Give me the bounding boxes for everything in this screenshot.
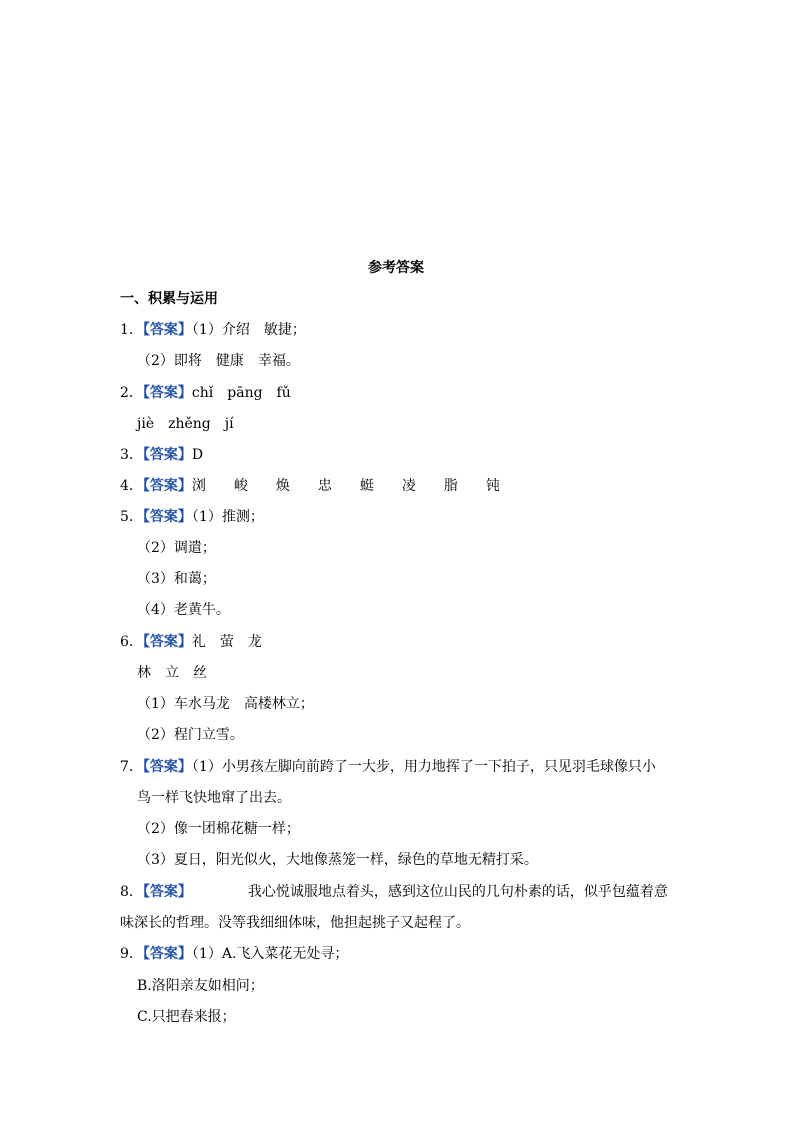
answer-tag: 【答案】 [142, 634, 192, 650]
answer-text: 礼 萤 龙 [191, 634, 262, 650]
answer-line: 味深长的哲理。没等我细细体味，他担起挑子又起程了。 [120, 915, 470, 931]
question-4 [120, 476, 500, 496]
answer-line: （3）夏日，阳光似火，大地像蒸笼一样，绿色的草地无精打采。 [137, 852, 538, 868]
answer-tag: 【答案】 [142, 447, 192, 463]
question-7 [120, 757, 656, 777]
answer-line: （2）调遣； [137, 540, 216, 556]
answer-line: 鸟一样飞快地窜了出去。 [137, 790, 291, 806]
answer-line: jiè zhěng jí [137, 416, 234, 432]
question-6 [120, 632, 262, 652]
answer-tag: 【答案】 [142, 884, 192, 900]
question-number: 9． [120, 946, 143, 962]
answer-text: 浏 峻 焕 忠 蜓 凌 脂 钝 [191, 478, 500, 494]
answer-text: （1）A.飞入菜花无处寻； [191, 946, 349, 962]
answer-tag: 【答案】 [142, 509, 192, 525]
question-number: 2． [120, 385, 143, 401]
answer-line: （1）车水马龙 高楼林立； [137, 696, 314, 712]
answer-line: （2）即将 健康 幸福。 [137, 353, 300, 369]
question-number: 7． [120, 759, 143, 775]
question-9 [120, 944, 348, 964]
answer-text: 我心悦诚服地点着头，感到这位山民的几句朴素的话，似乎包蕴着意 [247, 884, 668, 900]
question-number: 6． [120, 634, 143, 650]
answer-line: B.洛阳亲友如相问； [137, 978, 264, 994]
answer-tag: 【答案】 [142, 322, 192, 338]
answer-text: （1）小男孩左脚向前跨了一大步，用力地挥了一下拍子，只见羽毛球像只小 [191, 759, 656, 775]
answer-text: D [191, 447, 204, 463]
answer-line: （3）和蔼； [137, 571, 216, 587]
question-8 [120, 882, 668, 902]
answer-tag: 【答案】 [142, 759, 192, 775]
question-1 [120, 320, 306, 340]
answer-line: C.只把春来报； [137, 1009, 236, 1025]
question-number: 3． [120, 447, 143, 463]
section-heading: 一、积累与运用 [120, 291, 218, 307]
question-2 [120, 383, 291, 403]
answer-text: （1）推测； [191, 509, 264, 525]
question-5 [120, 507, 264, 527]
answer-text: chǐ pāng fǔ [191, 385, 291, 401]
answer-line: （2）程门立雪。 [137, 727, 244, 743]
answer-line: （4）老黄牛。 [137, 602, 230, 618]
question-number: 5． [120, 509, 143, 525]
answer-tag: 【答案】 [142, 385, 192, 401]
answer-line: 林 立 丝 [137, 665, 207, 681]
answer-line: （2）像一团棉花糖一样； [137, 821, 300, 837]
answer-tag: 【答案】 [142, 478, 192, 494]
answer-text: （1）介绍 敏捷； [191, 322, 306, 338]
answer-tag: 【答案】 [142, 946, 192, 962]
question-number: 1． [120, 322, 143, 338]
question-number: 4． [120, 478, 143, 494]
question-3 [120, 445, 203, 465]
page-title: 参考答案 [368, 260, 424, 276]
question-number: 8． [120, 884, 143, 900]
